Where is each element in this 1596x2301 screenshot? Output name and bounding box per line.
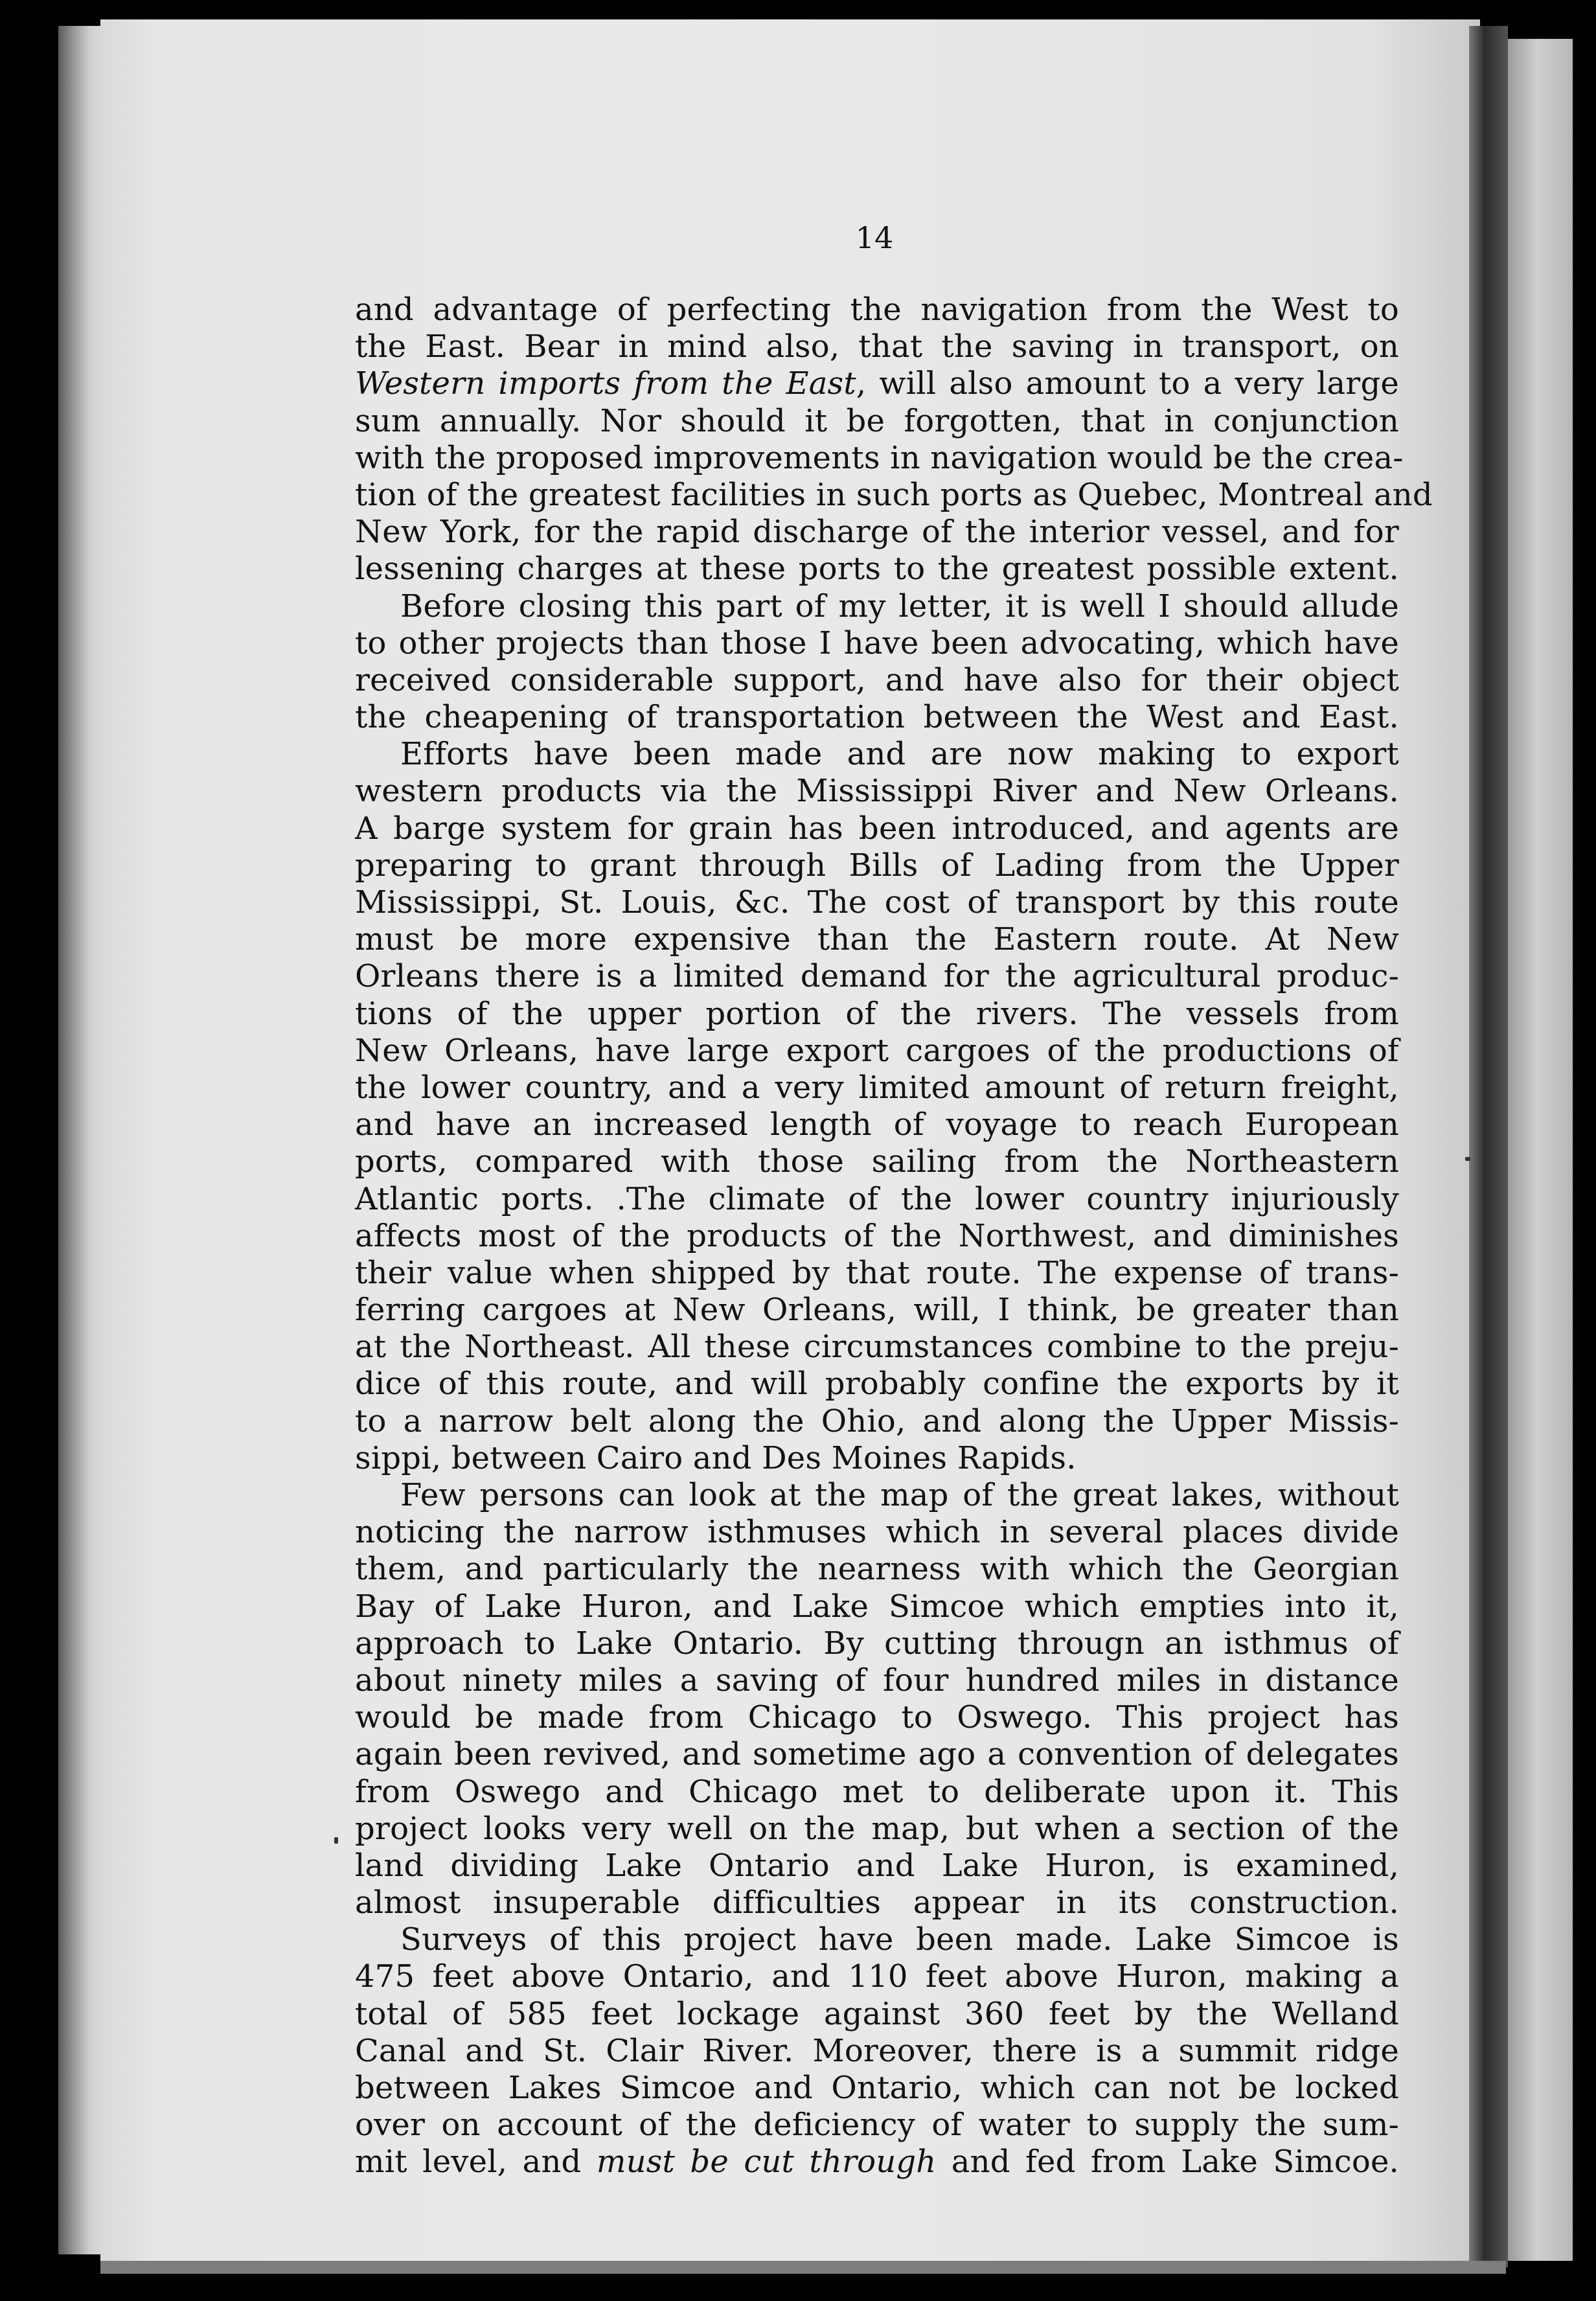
text-line: Atlantic ports. .The climate of the lower country injuriously [355, 1180, 1399, 1217]
page-bottom-edge [100, 2261, 1506, 2274]
text-line: at the Northeast. All these circumstances combine to the preju- [355, 1329, 1399, 1366]
text-line: dice of this route, and will probably confine the exports by it [355, 1366, 1399, 1402]
text-line: Few persons can look at the map of the great lakes, without [400, 1477, 1399, 1513]
emphasis: Western imports from the East [355, 365, 856, 402]
ink-speck [334, 1837, 338, 1844]
text-line: land dividing Lake Ontario and Lake Huron, is examined, [355, 1847, 1399, 1884]
text-line: New York, for the rapid discharge of the interior vessel, and for [355, 514, 1399, 551]
text-line: tion of the greatest facilities in such ports as Quebec, Montreal and [355, 476, 1433, 513]
text-line: and advantage of perfecting the navigation from the West to [355, 292, 1399, 328]
text-line: Before closing this part of my letter, it is well I should allude [400, 588, 1399, 624]
text-line [355, 365, 1399, 402]
text-line: must be more expensive than the Eastern route. At New [355, 921, 1399, 958]
text-fragment: , will also amount to a very large [856, 365, 1399, 402]
text-line: between Lakes Simcoe and Ontario, which can not be locked [355, 2070, 1399, 2106]
text-line: from Oswego and Chicago met to deliberate upon it. This [355, 1773, 1399, 1810]
facing-page-edge [1508, 39, 1573, 2261]
text-line: with the proposed improvements in navigation would be the crea- [355, 439, 1404, 476]
text-fragment: mit level, and [355, 2144, 597, 2181]
text-line: Canal and St. Clair River. Moreover, there is a summit ridge [355, 2032, 1399, 2069]
text-line: about ninety miles a saving of four hundred miles in distance [355, 1662, 1399, 1699]
text-line: the cheapening of transportation between the West and East. [355, 699, 1399, 736]
body-text [355, 292, 1433, 2181]
text-line: and have an increased length of voyage to reach European [355, 1106, 1399, 1143]
text-line: again been revived, and sometime ago a convention of delegates [355, 1736, 1399, 1773]
text-line: lessening charges at these ports to the greatest possible extent. [355, 551, 1399, 588]
text-line: almost insuperable difficulties appear in its construction. [355, 1884, 1399, 1921]
text-line: Efforts have been made and are now making to export [400, 736, 1399, 773]
text-line: the East. Bear in mind also, that the saving in transport, on [355, 328, 1399, 365]
text-line: sum annually. Nor should it be forgotten, that in conjunction [355, 402, 1399, 439]
text-line: project looks very well on the map, but when a section of the [355, 1810, 1399, 1847]
page-binding-shadow [1469, 26, 1508, 2267]
ink-speck [1465, 1157, 1470, 1161]
text-line: approach to Lake Ontario. By cutting througn an isthmus of [355, 1625, 1399, 1662]
text-line: Bay of Lake Huron, and Lake Simcoe which empties into it, [355, 1588, 1399, 1625]
text-line: ferring cargoes at New Orleans, will, I think, be greater than [355, 1292, 1399, 1329]
text-fragment: and fed from Lake Simcoe. [936, 2144, 1400, 2181]
text-line: their value when shipped by that route. The expense of trans- [355, 1254, 1399, 1291]
text-line: Orleans there is a limited demand for the agricultural produc- [355, 958, 1399, 995]
text-line: them, and particularly the nearness with which the Georgian [355, 1551, 1399, 1588]
text-line: the lower country, and a very limited amount of return freight, [355, 1069, 1399, 1106]
text-line: would be made from Chicago to Oswego. This project has [355, 1699, 1399, 1736]
text-line: Mississippi, St. Louis, &c. The cost of transport by this route [355, 884, 1399, 921]
text-line: preparing to grant through Bills of Lading from the Upper [355, 847, 1399, 884]
text-line: to a narrow belt along the Ohio, and along the Upper Missis- [355, 1402, 1399, 1439]
text-line: received considerable support, and have also for their object [355, 661, 1399, 698]
text-line: ports, compared with those sailing from the Northeastern [355, 1143, 1399, 1180]
text-line: 475 feet above Ontario, and 110 feet above Huron, making a [355, 1958, 1399, 1995]
text-line: sippi, between Cairo and Des Moines Rapids. [355, 1439, 1077, 1476]
text-line: Surveys of this project have been made. Lake Simcoe is [400, 1921, 1399, 1958]
text-line: over on account of the deficiency of water to supply the sum- [355, 2107, 1399, 2144]
text-line: western products via the Mississippi River and New Orleans. [355, 773, 1399, 810]
text-line: A barge system for grain has been introduced, and agents are [355, 810, 1399, 847]
text-line: affects most of the products of the Northwest, and diminishes [355, 1217, 1399, 1254]
emphasis: must be cut through [596, 2144, 937, 2181]
text-line: noticing the narrow isthmuses which in several places divide [355, 1514, 1399, 1551]
page-left-edge [58, 26, 104, 2254]
text-line [355, 2144, 1399, 2181]
text-line: total of 585 feet lockage against 360 feet by the Welland [355, 1995, 1399, 2032]
text-line: tions of the upper portion of the rivers. The vessels from [355, 995, 1399, 1032]
page-number: 14 [855, 220, 894, 255]
text-line: to other projects than those I have been advocating, which have [355, 624, 1399, 661]
text-line: New Orleans, have large export cargoes of the productions of [355, 1032, 1399, 1069]
